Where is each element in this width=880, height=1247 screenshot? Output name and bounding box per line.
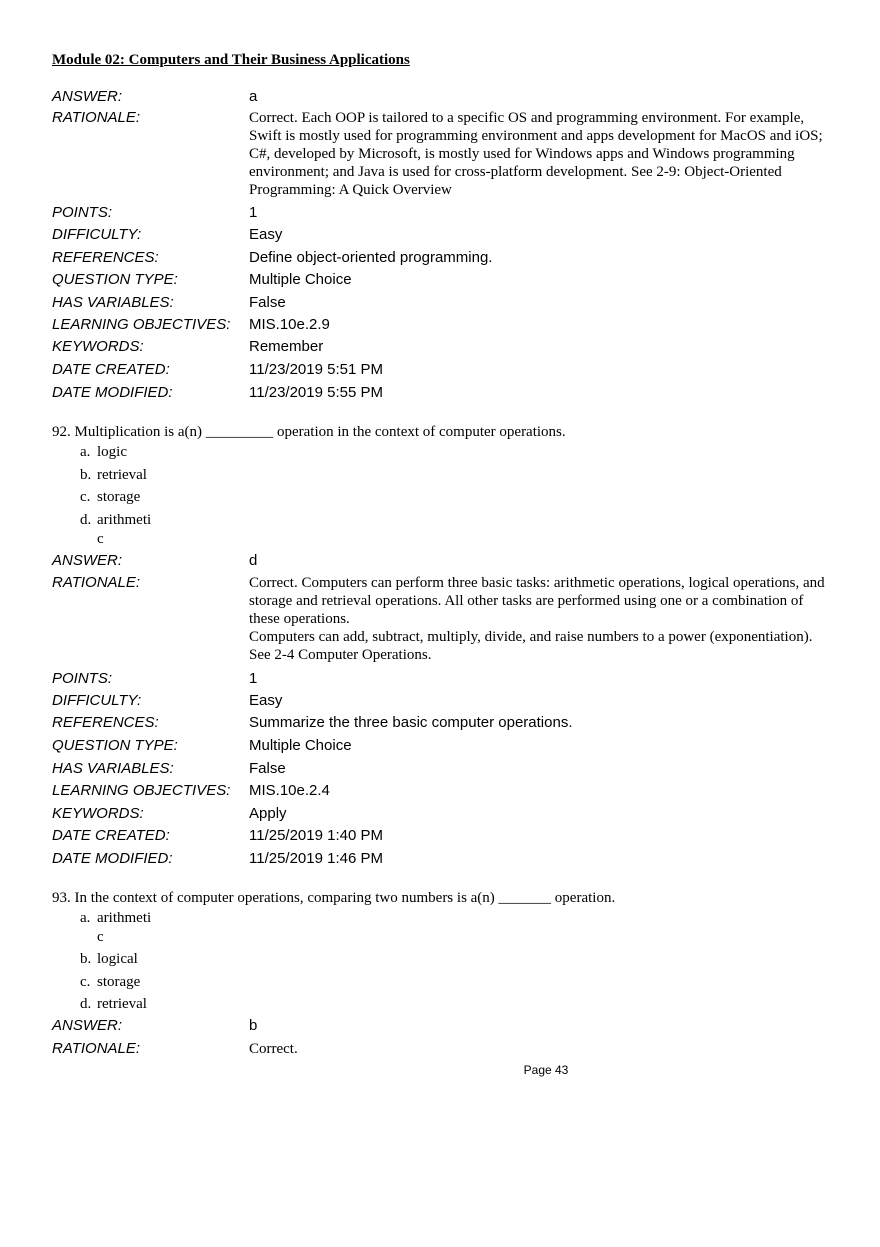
choice-letter: b. bbox=[80, 951, 92, 967]
q91-answer-row bbox=[52, 88, 840, 106]
difficulty-label: DIFFICULTY: bbox=[52, 226, 142, 243]
q91-question-type-row bbox=[52, 271, 840, 289]
q93-choice-d bbox=[80, 995, 155, 1014]
q92-has-variables-row bbox=[52, 760, 840, 778]
q92-keywords-row bbox=[52, 805, 840, 823]
choice-text: logical bbox=[97, 951, 138, 967]
module-title: Module 02: Computers and Their Business Applications bbox=[52, 52, 410, 68]
q93-choice-b bbox=[80, 950, 155, 969]
q93-rationale-row bbox=[52, 1040, 840, 1058]
learning-objectives-value: MIS.10e.2.4 bbox=[249, 782, 330, 799]
learning-objectives-label: LEARNING OBJECTIVES: bbox=[52, 782, 231, 799]
q91-date-created-row bbox=[52, 361, 840, 379]
q92-date-modified-row bbox=[52, 850, 840, 868]
answer-label: ANSWER: bbox=[52, 88, 123, 105]
date-modified-label: DATE MODIFIED: bbox=[52, 384, 173, 401]
date-created-label: DATE CREATED: bbox=[52, 361, 170, 378]
question-type-label: QUESTION TYPE: bbox=[52, 737, 178, 754]
rationale-paragraph-2: Computers can add, subtract, multiply, divide, and raise numbers to a power (exponentiation). See 2-4 Computer Operations. bbox=[249, 629, 813, 663]
answer-value: b bbox=[249, 1017, 258, 1034]
points-label: POINTS: bbox=[52, 670, 113, 687]
learning-objectives-value: MIS.10e.2.9 bbox=[249, 316, 330, 333]
q91-points-row bbox=[52, 204, 840, 222]
q91-rationale-row bbox=[52, 109, 840, 199]
rationale-label: RATIONALE: bbox=[52, 1040, 141, 1057]
date-modified-label: DATE MODIFIED: bbox=[52, 850, 173, 867]
points-label: POINTS: bbox=[52, 204, 113, 221]
choice-letter: a. bbox=[80, 910, 91, 926]
q93-choice-a bbox=[80, 909, 155, 947]
rationale-text: Correct. bbox=[249, 1041, 298, 1057]
date-created-label: DATE CREATED: bbox=[52, 827, 170, 844]
date-created-value: 11/23/2019 5:51 PM bbox=[249, 361, 383, 378]
rationale-paragraph-1: Correct. Computers can perform three basic tasks: arithmetic operations, logical operations, and storage and retrieval operations. All other tasks are performed using one or a combination of these operations. bbox=[249, 575, 825, 627]
keywords-value: Apply bbox=[249, 805, 287, 822]
difficulty-value: Easy bbox=[249, 226, 283, 243]
date-modified-value: 11/25/2019 1:46 PM bbox=[249, 850, 383, 867]
q93-question-text: 93. In the context of computer operations, comparing two numbers is a(n) _______ operation. bbox=[52, 890, 616, 906]
q92-answer-row bbox=[52, 552, 840, 570]
page-number: Page 43 bbox=[523, 1063, 569, 1077]
q92-date-created-row bbox=[52, 827, 840, 845]
difficulty-value: Easy bbox=[249, 692, 283, 709]
q92-references-row bbox=[52, 714, 840, 732]
references-value: Define object-oriented programming. bbox=[249, 249, 493, 266]
question-type-value: Multiple Choice bbox=[249, 271, 352, 288]
rationale-label: RATIONALE: bbox=[52, 109, 141, 126]
has-variables-label: HAS VARIABLES: bbox=[52, 294, 174, 311]
q93-choice-c bbox=[80, 973, 155, 992]
q92-question-text: 92. Multiplication is a(n) _________ operation in the context of computer operations. bbox=[52, 424, 566, 440]
q92-choice-d bbox=[80, 511, 155, 549]
difficulty-label: DIFFICULTY: bbox=[52, 692, 142, 709]
points-value: 1 bbox=[249, 204, 258, 221]
has-variables-value: False bbox=[249, 760, 286, 777]
references-label: REFERENCES: bbox=[52, 714, 159, 731]
q92-rationale-row bbox=[52, 574, 840, 664]
keywords-label: KEYWORDS: bbox=[52, 338, 144, 355]
choice-letter: c. bbox=[80, 489, 91, 505]
answer-label: ANSWER: bbox=[52, 1017, 123, 1034]
question-type-label: QUESTION TYPE: bbox=[52, 271, 178, 288]
choice-letter: b. bbox=[80, 467, 92, 483]
q91-has-variables-row bbox=[52, 294, 840, 312]
q92-difficulty-row bbox=[52, 692, 840, 710]
choice-text: arithmetic bbox=[97, 512, 152, 547]
learning-objectives-label: LEARNING OBJECTIVES: bbox=[52, 316, 231, 333]
q91-references-row bbox=[52, 249, 840, 267]
q91-date-modified-row bbox=[52, 384, 840, 402]
has-variables-label: HAS VARIABLES: bbox=[52, 760, 174, 777]
choice-text: logic bbox=[97, 444, 127, 460]
choice-letter: d. bbox=[80, 996, 92, 1012]
rationale-text bbox=[249, 574, 827, 664]
q92-points-row bbox=[52, 670, 840, 688]
choice-text: retrieval bbox=[97, 996, 147, 1012]
points-value: 1 bbox=[249, 670, 258, 687]
answer-label: ANSWER: bbox=[52, 552, 123, 569]
keywords-label: KEYWORDS: bbox=[52, 805, 144, 822]
q93-answer-row bbox=[52, 1017, 840, 1035]
date-created-value: 11/25/2019 1:40 PM bbox=[249, 827, 383, 844]
q92-choice-a bbox=[80, 443, 155, 462]
has-variables-value: False bbox=[249, 294, 286, 311]
rationale-text: Correct. Each OOP is tailored to a specific OS and programming environment. For example, Swift is mostly used for programming environment and apps development for MacOS and iOS; C#, developed by Microsoft, is mostly used for Windows apps and Windows programming environment; and Java is used for cross-platform development. See 2-9: Object-Oriented Programming: A Quick Overview bbox=[249, 110, 823, 198]
date-modified-value: 11/23/2019 5:55 PM bbox=[249, 384, 383, 401]
choice-text: arithmetic bbox=[97, 910, 152, 945]
q92-question-type-row bbox=[52, 737, 840, 755]
question-type-value: Multiple Choice bbox=[249, 737, 352, 754]
answer-value: a bbox=[249, 88, 258, 105]
references-value: Summarize the three basic computer operations. bbox=[249, 714, 573, 731]
answer-value: d bbox=[249, 552, 258, 569]
choice-text: storage bbox=[97, 974, 141, 990]
choice-letter: c. bbox=[80, 974, 91, 990]
q92-choice-c bbox=[80, 488, 155, 507]
q91-difficulty-row bbox=[52, 226, 840, 244]
choice-letter: d. bbox=[80, 512, 92, 528]
keywords-value: Remember bbox=[249, 338, 324, 355]
choice-text: storage bbox=[97, 489, 141, 505]
q92-choice-b bbox=[80, 466, 155, 485]
references-label: REFERENCES: bbox=[52, 249, 159, 266]
choice-text: retrieval bbox=[97, 467, 147, 483]
q92-learning-objectives-row bbox=[52, 782, 840, 800]
choice-letter: a. bbox=[80, 444, 91, 460]
q91-learning-objectives-row bbox=[52, 316, 840, 334]
rationale-label: RATIONALE: bbox=[52, 574, 141, 591]
q91-keywords-row bbox=[52, 338, 840, 356]
